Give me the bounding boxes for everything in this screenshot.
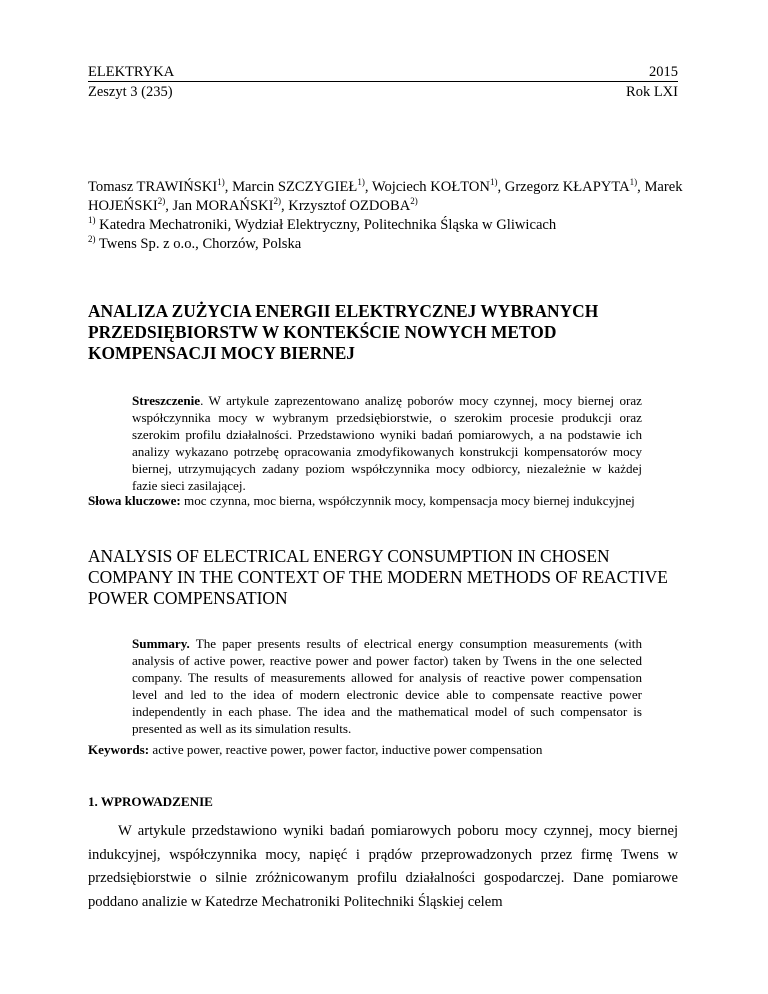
header-rule <box>88 81 678 82</box>
keywords-en-text: active power, reactive power, power factor, inductive power compensation <box>149 742 543 757</box>
affiliation-mark: 1) <box>88 215 96 225</box>
affiliation-mark: 1) <box>489 177 498 187</box>
summary-text: The paper presents results of electrical energy consumption measurements (with analysis of active power, reactive power and power factor) taken by Twens in the one selected company. The results of measurements allowed for analysis of reactive power compensation level and led to the idea of modern electronic device able to compensate reactive power independently in each phase. The idea and the mathematical model of such compensator is presented as well as its simulation results. <box>132 636 642 736</box>
abstract-pl <box>132 392 642 494</box>
author-list <box>88 178 688 216</box>
affiliation-2 <box>88 235 688 254</box>
year: 2015 <box>649 64 678 80</box>
affiliation-text: Katedra Mechatroniki, Wydział Elektryczny, Politechnika Śląska w Gliwicach <box>95 217 557 233</box>
author-name: , Krzysztof OZDOBA <box>280 198 411 214</box>
author-name: , Marcin SZCZYGIEŁ <box>224 179 358 195</box>
keywords-pl <box>88 492 678 509</box>
issue-number: Zeszyt 3 (235) <box>88 84 173 100</box>
affiliation-mark: 2) <box>88 234 96 244</box>
affiliation-1 <box>88 216 688 235</box>
volume: Rok LXI <box>626 84 678 100</box>
author-name: , Wojciech KOŁTON <box>364 179 490 195</box>
keywords-text: moc czynna, moc bierna, współczynnik mocy, kompensacja mocy biernej indukcyjnej <box>180 493 635 508</box>
affiliation-text: Twens Sp. z o.o., Chorzów, Polska <box>95 236 302 252</box>
keywords-label: Słowa kluczowe: <box>88 493 181 508</box>
abstract-text: . W artykule zaprezentowano analizę poborów mocy czynnej, mocy biernej oraz współczynnika mocy w wybranym przedsiębiorstwie, o szerokim procesie produkcji oraz szerokim profilu działalności. Przedstawiono wyniki badań pomiarowych, a na podstawie ich analizy wykazano potrzebę opracowania zmodyfikowanych konstrukcji kompensatorów mocy biernej, utrzymujących zadany poziom współczynnika mocy odbiorcy, niezależnie w każdej fazie sieci zasilającej. <box>132 393 642 493</box>
affiliation-mark: 1) <box>629 177 638 187</box>
affiliation-mark: 2) <box>273 196 281 206</box>
section-heading: 1. WPROWADZENIE <box>88 794 213 809</box>
summary-en <box>132 635 642 737</box>
affiliation-mark: 1) <box>357 177 365 187</box>
summary-label: Summary. <box>132 636 190 651</box>
journal-name: ELEKTRYKA <box>88 64 175 80</box>
author-name: , Marek HOJEŃSKI <box>88 179 683 214</box>
keywords-en <box>88 741 688 758</box>
author-name: , Jan MORAŃSKI <box>165 198 274 214</box>
paper-title-pl: ANALIZA ZUŻYCIA ENERGII ELEKTRYCZNEJ WYBRANYCH PRZEDSIĘBIORSTW W KONTEKŚCIE NOWYCH METOD KOMPENSACJI MOCY BIERNEJ <box>88 301 599 363</box>
body-paragraph: W artykule przedstawiono wyniki badań pomiarowych poboru mocy czynnej, mocy biernej indukcyjnej, współczynnika mocy, napięć i prądów przeprowadzonych przez firmę Twens w przedsiębiorstwie o silnie zróżnicowanym profilu działalności gospodarczej. Dane pomiarowe poddano analizie w Katedrze Mechatroniki Politechniki Śląskiej celem <box>88 823 678 911</box>
affiliation-mark: 2) <box>410 196 418 206</box>
keywords-en-label: Keywords: <box>88 742 150 757</box>
author-name: Tomasz TRAWIŃSKI <box>88 179 218 195</box>
author-name: , Grzegorz KŁAPYTA <box>497 179 630 195</box>
affiliation-mark: 2) <box>157 196 166 206</box>
abstract-label: Streszczenie <box>132 393 201 408</box>
paper-title-en: ANALYSIS OF ELECTRICAL ENERGY CONSUMPTION IN CHOSEN COMPANY IN THE CONTEXT OF THE MODERN METHODS OF REACTIVE POWER COMPENSATION <box>88 546 668 608</box>
affiliation-mark: 1) <box>217 177 225 187</box>
author-block <box>88 178 688 254</box>
